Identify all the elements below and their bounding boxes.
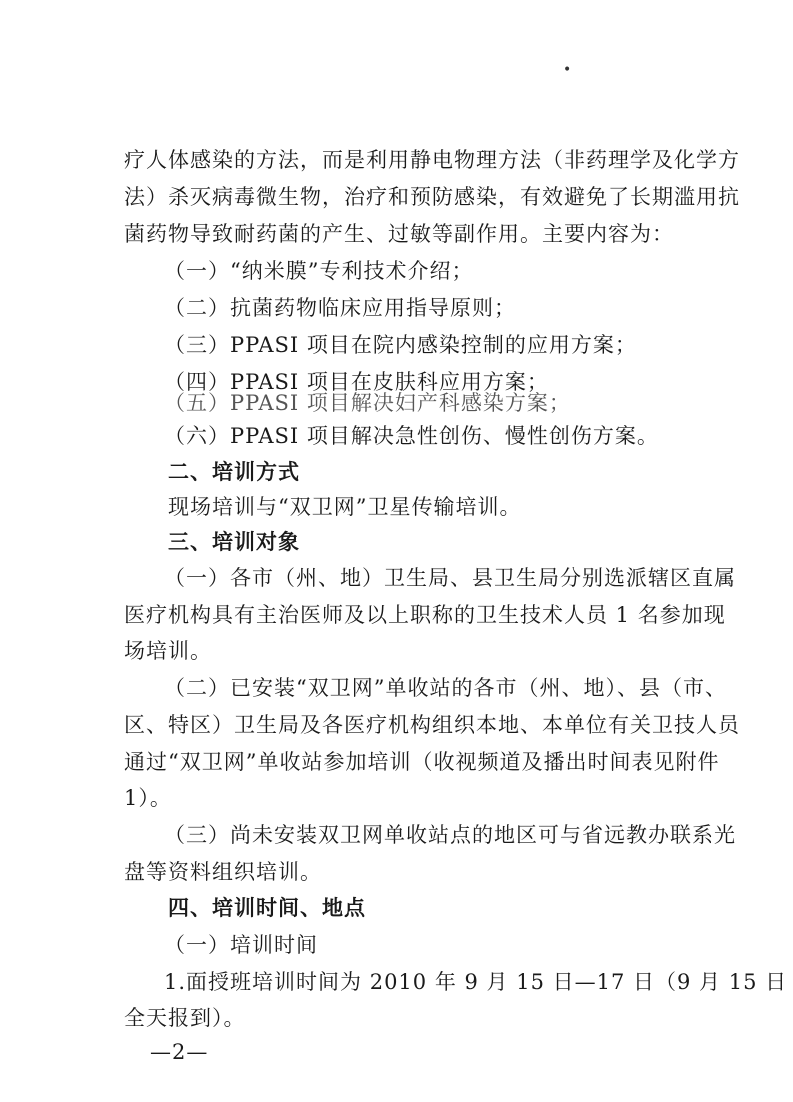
section-2-heading: 二、培训方式 <box>168 460 300 484</box>
section-3-para3-line-1: （三）尚未安装双卫网单收站点的地区可与省远教办联系光 <box>164 823 736 847</box>
content-item-5: （五）PPASI 项目解决妇产科感染方案； <box>164 391 571 415</box>
section-3-para1-line-3: 场培训。 <box>124 639 212 663</box>
section-3-para1-line-1: （一）各市（州、地）卫生局、县卫生局分别选派辖区直属 <box>164 566 736 590</box>
section-3-para2-line-3: 通过“双卫网”单收站参加培训（收视频道及播出时间表见附件 <box>124 750 720 774</box>
content-item-3: （三）PPASI 项目在院内感染控制的应用方案； <box>164 333 637 357</box>
section-3-para1-line-2: 医疗机构具有主治医师及以上职称的卫生技术人员 1 名参加现 <box>124 603 726 627</box>
section-3-para2-line-4: 1）。 <box>124 786 172 810</box>
section-4-heading: 四、培训时间、地点 <box>168 896 366 920</box>
intro-line-3: 菌药物导致耐药菌的产生、过敏等副作用。主要内容为： <box>124 222 674 246</box>
section-3-para2-line-1: （二）已安装“双卫网”单收站的各市（州、地）、县（市、 <box>164 676 727 700</box>
page-number: —2— <box>150 1040 209 1064</box>
section-4-sub-1: （一）培训时间 <box>164 933 318 957</box>
scan-speck: • <box>563 62 572 78</box>
section-4-item-1-line-2: 全天报到）。 <box>124 1006 246 1030</box>
section-2-body: 现场培训与“双卫网”卫星传输培训。 <box>168 495 522 519</box>
content-item-1: （一）“纳米膜”专利技术介绍； <box>164 259 474 283</box>
section-3-para3-line-2: 盘等资料组织培训。 <box>124 860 322 884</box>
intro-line-2: 法）杀灭病毒微生物，治疗和预防感染，有效避免了长期滥用抗 <box>124 185 740 209</box>
section-3-heading: 三、培训对象 <box>168 530 300 554</box>
section-3-para2-line-2: 区、特区）卫生局及各医疗机构组织本地、本单位有关卫技人员 <box>124 713 740 737</box>
content-item-2: （二）抗菌药物临床应用指导原则； <box>164 296 516 320</box>
content-item-4: （四）PPASI 项目在皮肤科应用方案； <box>164 370 549 394</box>
intro-line-1: 疗人体感染的方法，而是利用静电物理方法（非药理学及化学方 <box>124 148 740 172</box>
content-item-6: （六）PPASI 项目解决急性创伤、慢性创伤方案。 <box>164 424 659 448</box>
section-4-item-1-line-1: 1.面授班培训时间为 2010 年 9 月 15 日—17 日（9 月 15 日 <box>164 970 788 994</box>
